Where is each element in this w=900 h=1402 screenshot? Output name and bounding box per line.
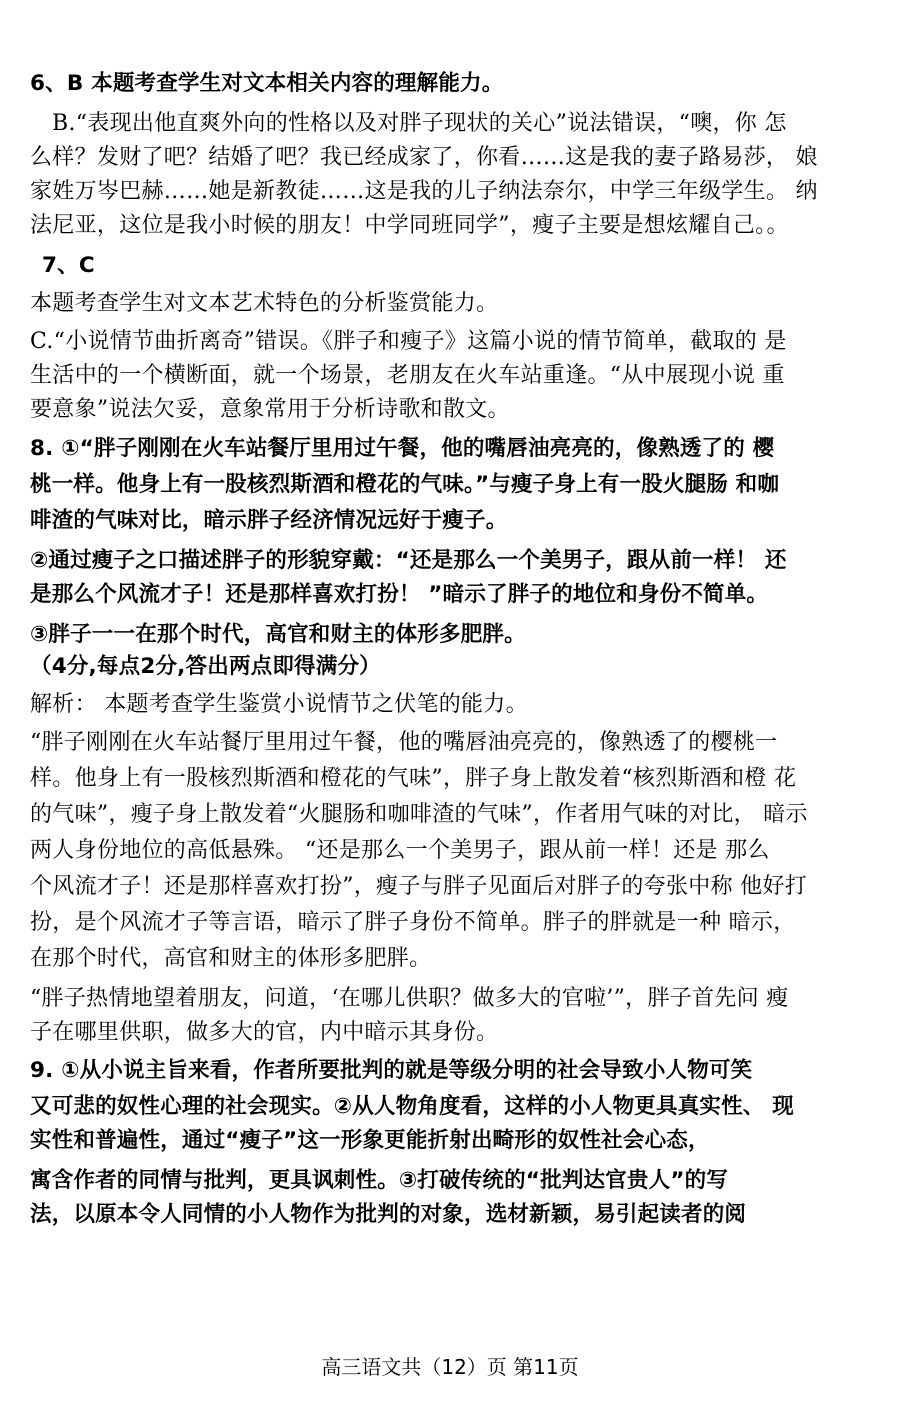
q9-line-3: 实性和普遍性，通过“瘦子”这一形象更能折射出畸形的奴性社会心态， — [30, 1128, 710, 1153]
q6-line-2: 么样？发财了吧？结婚了吧？我已经成家了，你看……这是我的妻子路易莎， 娘 — [30, 145, 818, 170]
q8-analysis-line-5: 两人身份地位的高低悬殊。 “还是那么一个美男子，跟从前一样！还是 那么 — [30, 838, 770, 863]
q7-line-1: 本题考查学生对文本艺术特色的分析鉴赏能力。 — [30, 291, 499, 316]
q6-line-3: 家姓万岑巴赫……她是新教徒……这是我的儿子纳法奈尔，中学三年级学生。 纳 — [30, 179, 818, 204]
page-footer: 高三语文共（12）页 第11页 — [321, 1355, 579, 1379]
q8-answer-line-6: ③胖子一一在那个时代，高官和财主的体形多肥胖。 — [30, 622, 526, 647]
q9-line-2: 又可悲的奴性心理的社会现实。②从人物角度看，这样的小人物更具真实性、 现 — [30, 1094, 794, 1119]
q9-line-5: 法，以原本令人同情的小人物作为批判的对象，选材新颖，易引起读者的阅 — [30, 1202, 747, 1227]
q8-answer-line-3: 啡渣的气味对比，暗示胖子经济情况远好于瘦子。 — [30, 508, 508, 533]
q8-analysis-line-10: 子在哪里供职，做多大的官，内中暗示其身份。 — [30, 1020, 499, 1045]
q8-score-note: （4分,每点2分,答出两点即得满分） — [30, 654, 381, 679]
q8-answer-line-5: 是那么个风流才子！还是那样喜欢打扮！ ”暗示了胖子的地位和身份不简单。 — [30, 582, 769, 607]
q8-analysis-line-9: “胖子热情地望着朋友，问道，‘在哪儿供职？做多大的官啦’”，胖子首先问 瘦 — [30, 986, 789, 1011]
q8-analysis-line-2: “胖子刚刚在火车站餐厅里用过午餐，他的嘴唇油亮亮的，像熟透了的樱桃一 — [30, 730, 778, 755]
q7-heading: 7、C — [42, 253, 95, 278]
q8-analysis-line-3: 样。他身上有一股核烈斯酒和橙花的气味”，胖子身上散发着“核烈斯酒和橙 花 — [30, 766, 797, 791]
q6-line-1: B.“表现出他直爽外向的性格以及对胖子现状的关心”说法错误，“噢，你 怎 — [52, 111, 787, 136]
q8-analysis-line-4: 的气味”，瘦子身上散发着“火腿肠和咖啡渣的气味”，作者用气味的对比， 暗示 — [30, 802, 808, 827]
q8-analysis-line-8: 在那个时代，高官和财主的体形多肥胖。 — [30, 946, 432, 971]
q8-answer-line-4: ②通过瘦子之口描述胖子的形貌穿戴：“还是那么一个美男子，跟从前一样！ 还 — [30, 548, 787, 573]
q9-line-1: 9. ①从小说主旨来看，作者所要批判的就是等级分明的社会导致小人物可笑 — [30, 1058, 753, 1083]
q9-line-4: 寓含作者的同情与批判，更具讽刺性。③打破传统的“批判达官贵人”的写 — [30, 1168, 729, 1193]
q6-heading: 6、B 本题考查学生对文本相关内容的理解能力。 — [30, 71, 504, 96]
q8-analysis-line-1: 解析： 本题考查学生鉴赏小说情节之伏笔的能力。 — [30, 692, 528, 717]
q8-answer-line-1: 8. ①“胖子刚刚在火车站餐厅里用过午餐，他的嘴唇油亮亮的，像熟透了的 樱 — [30, 436, 775, 461]
q7-line-4: 要意象”说法欠妥，意象常用于分析诗歌和散文。 — [30, 397, 510, 422]
q7-line-3: 生活中的一个横断面，就一个场景，老朋友在火车站重逢。“从中展现小说 重 — [30, 363, 785, 388]
q6-line-4: 法尼亚，这位是我小时候的朋友！中学同班同学”，瘦子主要是想炫耀自己。。 — [30, 213, 789, 238]
q7-line-2: C.“小说情节曲折离奇”错误。《胖子和瘦子》这篇小说的情节简单，截取的 是 — [30, 329, 787, 354]
q8-analysis-line-7: 扮，是个风流才子等言语，暗示了胖子身份不简单。胖子的胖就是一种 暗示， — [30, 910, 796, 935]
q8-analysis-line-6: 个风流才子！还是那样喜欢打扮”，瘦子与胖子见面后对胖子的夸张中称 他好打 — [30, 874, 808, 899]
q8-answer-line-2: 桃一样。他身上有一股核烈斯酒和橙花的气味。”与瘦子身上有一股火腿肠 和咖 — [30, 472, 780, 497]
